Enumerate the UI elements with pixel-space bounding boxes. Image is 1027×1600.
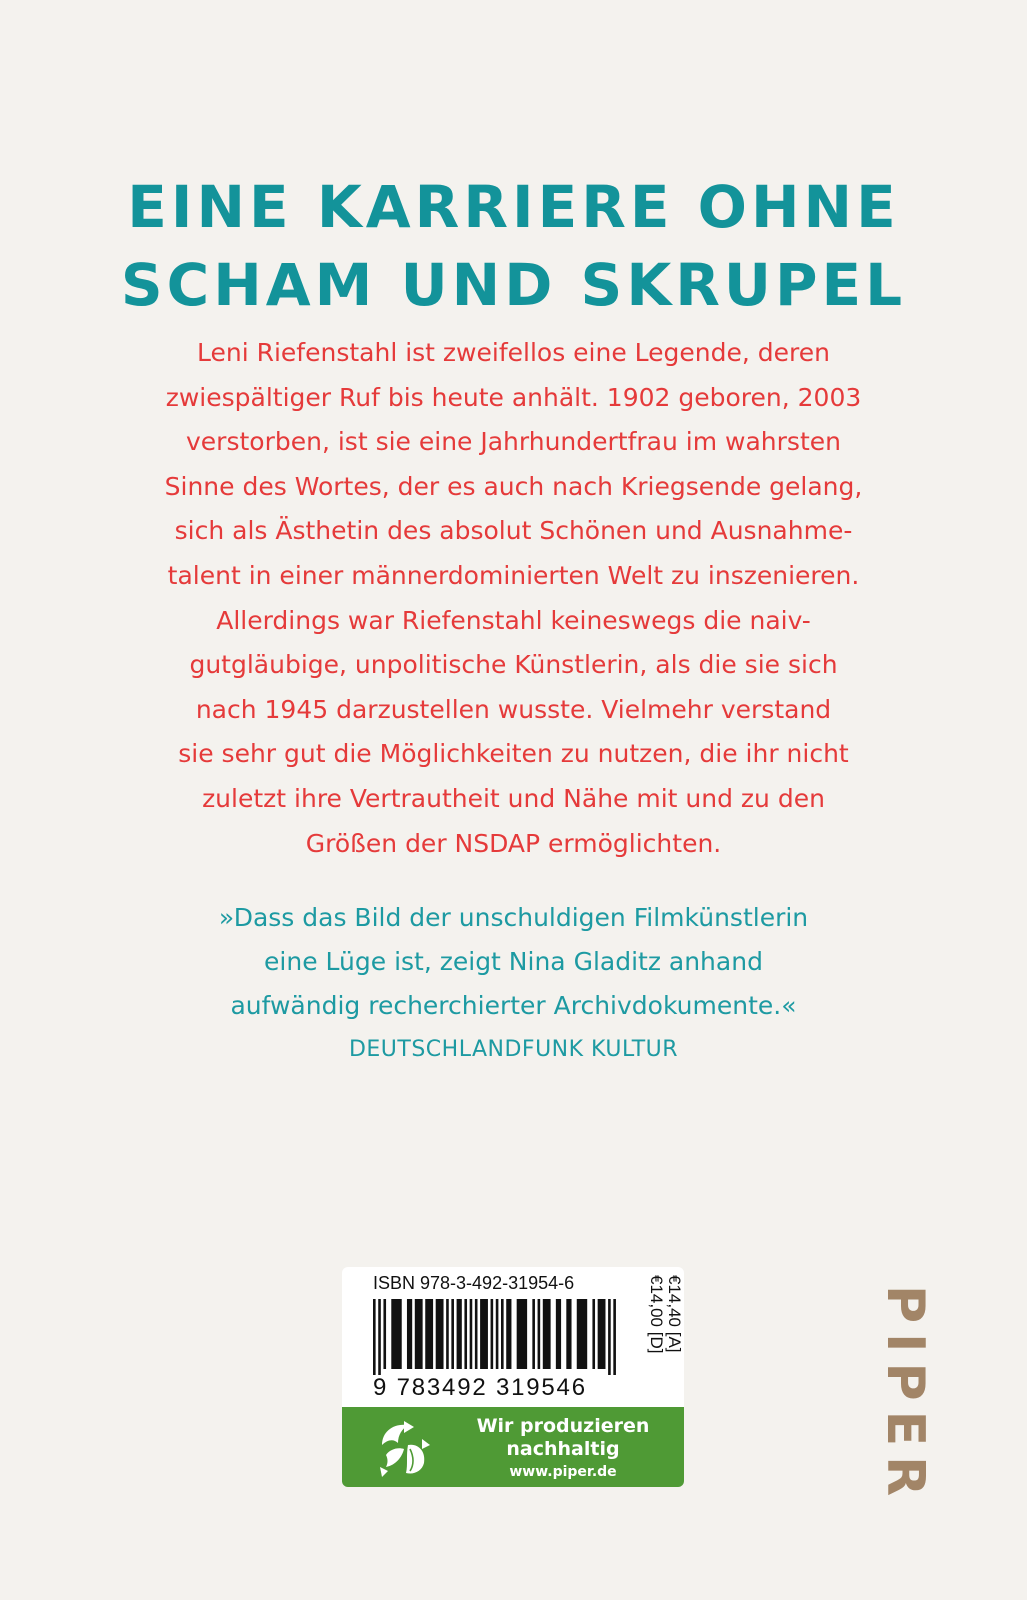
blurb-line: nach 1945 darzustellen wusste. Vielmehr verstand — [195, 694, 832, 724]
barcode-bar — [383, 1299, 386, 1369]
barcode-bar — [532, 1299, 535, 1369]
quote-line: aufwändig recherchierter Archivdokumente.« — [230, 991, 797, 1020]
barcode-bar — [373, 1299, 376, 1375]
ean-barcode — [373, 1299, 629, 1375]
barcode-bar — [470, 1299, 473, 1369]
barcode-bar — [598, 1299, 606, 1369]
publisher-logo: PIPER — [875, 1285, 935, 1507]
blurb-line: Größen der NSDAP ermöglichten. — [305, 828, 722, 858]
blurb-line: sie sehr gut die Möglichkeiten zu nutzen, die ihr nicht — [178, 739, 849, 769]
isbn-number: ISBN 978-3-492-31954-6 — [373, 1273, 575, 1293]
headline-line-2: SCHAM UND SKRUPEL — [120, 251, 907, 319]
barcode-bar — [506, 1299, 511, 1369]
barcode-bar — [407, 1299, 412, 1369]
headline — [0, 168, 1027, 324]
quote-line: »Dass das Bild der unschuldigen Filmkünstlerin — [218, 903, 809, 932]
recycle-leaves-icon — [368, 1415, 434, 1481]
barcode-bar — [592, 1299, 595, 1369]
ean-digits: 9 783492 319546 — [373, 1374, 587, 1401]
press-quote — [120, 896, 907, 1070]
blurb-text — [120, 331, 907, 866]
barcode-bar — [475, 1299, 478, 1369]
sustainability-badge — [342, 1407, 684, 1487]
barcode-bar — [425, 1299, 433, 1369]
barcode-bar — [517, 1299, 527, 1369]
blurb-line: talent in einer männerdominierten Welt zu inszenieren. — [167, 560, 860, 590]
barcode-bar — [446, 1299, 449, 1369]
price-austria: €14,40 [A] — [665, 1275, 684, 1353]
blurb-line: zuletzt ihre Vertrautheit und Nähe mit und zu den — [202, 783, 825, 813]
barcode-bar — [378, 1299, 381, 1375]
headline-line-1: EINE KARRIERE OHNE — [127, 173, 900, 241]
blurb-line: verstorben, ist sie eine Jahrhundertfrau im wahrsten — [186, 427, 841, 457]
barcode-bar — [464, 1299, 467, 1369]
blurb-line: zwiespältiger Ruf bis heute anhält. 1902 geboren, 2003 — [165, 382, 862, 412]
barcode-label — [342, 1267, 684, 1407]
blurb-line: Leni Riefenstahl ist zweifellos eine Legende, deren — [197, 338, 830, 367]
barcode-bar — [496, 1299, 499, 1369]
barcode-bar — [556, 1299, 561, 1369]
barcode-bar — [501, 1299, 504, 1369]
sustainability-text — [450, 1415, 676, 1482]
barcode-bar — [608, 1299, 611, 1375]
quote-line: eine Lüge ist, zeigt Nina Gladitz anhand — [264, 947, 763, 976]
barcode-bar — [415, 1299, 423, 1369]
barcode-bar — [451, 1299, 454, 1369]
barcode-bar — [457, 1299, 462, 1369]
blurb-line: sich als Ästhetin des absolut Schönen und Ausnahme- — [174, 516, 853, 546]
blurb-line: Allerdings war Riefenstahl keineswegs die naiv- — [216, 605, 811, 635]
quote-source: DEUTSCHLANDFUNK KULTUR — [348, 1037, 679, 1062]
price-germany: €14,00 [D] — [647, 1275, 666, 1354]
publisher-url: www.piper.de — [509, 1464, 617, 1480]
barcode-bar — [436, 1299, 444, 1369]
barcode-bar — [577, 1299, 587, 1369]
blurb-line: Sinne des Wortes, der es auch nach Kriegsende gelang, — [164, 471, 863, 501]
barcode-bar — [491, 1299, 494, 1369]
blurb-line: gutgläubige, unpolitische Künstlerin, als die sie sich — [189, 650, 838, 680]
barcode-bar — [538, 1299, 541, 1369]
barcode-bar — [566, 1299, 571, 1369]
sustainability-line-2: nachhaltig — [506, 1438, 620, 1460]
barcode-bar — [613, 1299, 616, 1375]
barcode-bar — [543, 1299, 551, 1369]
sustainability-line-1: Wir produzieren — [476, 1415, 650, 1437]
barcode-bar — [391, 1299, 401, 1369]
barcode-bar — [480, 1299, 488, 1369]
price-block — [644, 1275, 684, 1401]
